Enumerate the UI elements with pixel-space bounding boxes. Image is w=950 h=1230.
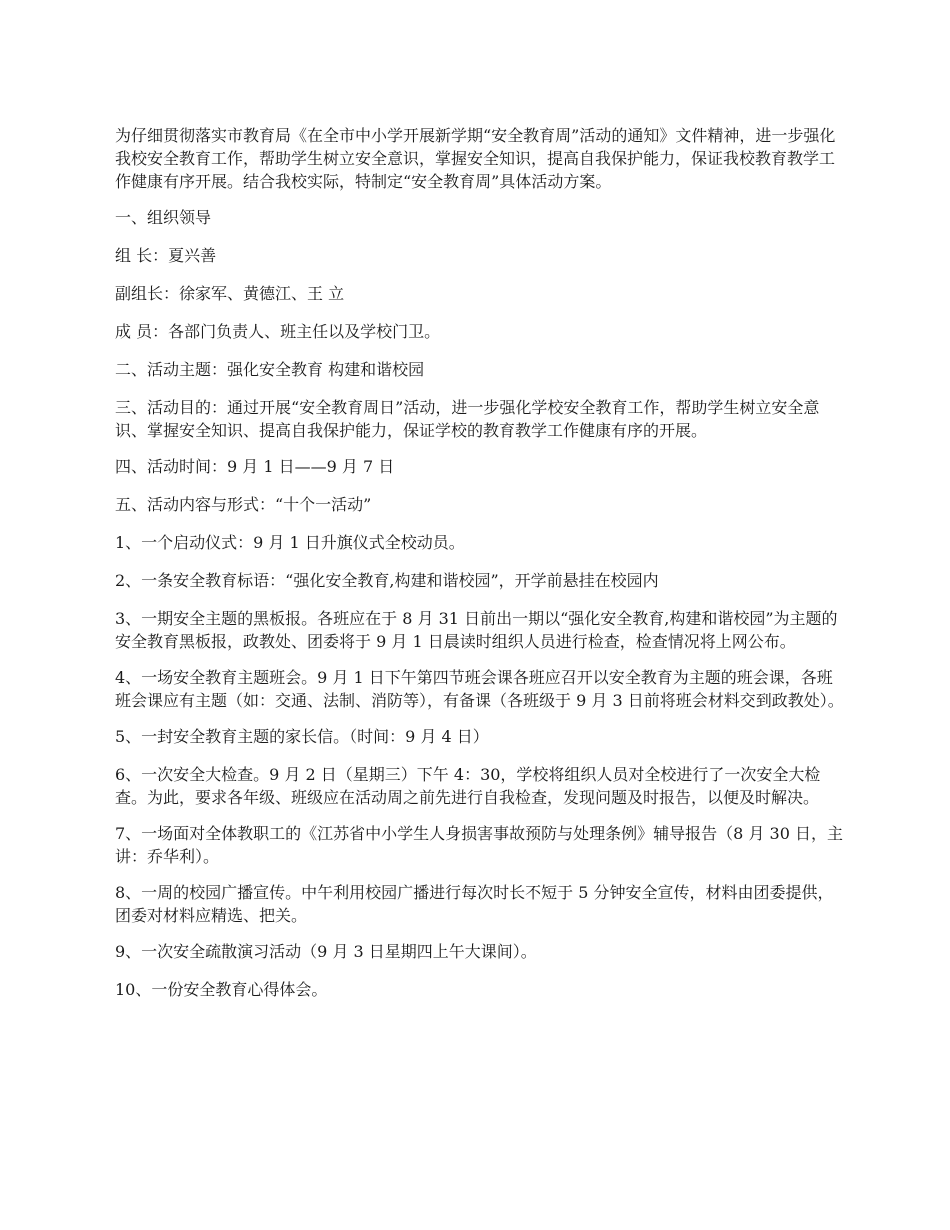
group-leader-line: 组 长：夏兴善 xyxy=(115,246,217,265)
list-item-7: 7、一场面对全体教职工的《江苏省中小学生人身损害事故预防与处理条例》辅导报告（8 月 30 日，主讲：乔华利）。 xyxy=(115,824,843,866)
list-item-8: 8、一周的校园广播宣传。中午利用校园广播进行每次时长不短于 5 分钟安全宣传，材料由团委提供，团委对材料应精选、把关。 xyxy=(115,883,834,925)
section-purpose-paragraph: 三、活动目的：通过开展“安全教育周日”活动，进一步强化学校安全教育工作，帮助学生树立安全意识、掌握安全知识、提高自我保护能力，保证学校的教育教学工作健康有序的开展。 xyxy=(115,398,820,440)
intro-paragraph: 为仔细贯彻落实市教育局《在全市中小学开展新学期“安全教育周”活动的通知》文件精神，进一步强化我校安全教育工作，帮助学生树立安全意识，掌握安全知识，提高自我保护能力，保证我校教育教学工作健康有序开展。结合我校实际，特制定“安全教育周”具体活动方案。 xyxy=(115,126,836,191)
deputy-leader-line: 副组长：徐家军、黄德江、王 立 xyxy=(115,284,345,303)
members-line: 成 员：各部门负责人、班主任以及学校门卫。 xyxy=(115,322,441,341)
list-item-1: 1、一个启动仪式：9 月 1 日升旗仪式全校动员。 xyxy=(115,533,465,552)
list-item-5: 5、一封安全教育主题的家长信。（时间：9 月 4 日） xyxy=(115,727,489,746)
section-heading-theme: 二、活动主题：强化安全教育 构建和谐校园 xyxy=(115,360,425,379)
list-item-4: 4、一场安全教育主题班会。9 月 1 日下午第四节班会课各班应召开以安全教育为主题的班会课，各班班会课应有主题（如：交通、法制、消防等），有备课（各班级于 9 月 3 日前将班会材料交到政教处）。 xyxy=(115,668,844,710)
section-heading-organization: 一、组织领导 xyxy=(115,208,212,227)
document-body xyxy=(115,124,845,1016)
list-item-6: 6、一次安全大检查。9 月 2 日（星期三）下午 4：30，学校将组织人员对全校进行了一次安全大检查。为此，要求各年级、班级应在活动周之前先进行自我检查，发现问题及时报告，以便及时解决。 xyxy=(115,765,821,807)
list-item-10: 10、一份安全教育心得体会。 xyxy=(115,980,328,999)
section-heading-time: 四、活动时间：9 月 1 日——9 月 7 日 xyxy=(115,457,395,476)
list-item-9: 9、一次安全疏散演习活动（9 月 3 日星期四上午大课间）。 xyxy=(115,942,537,961)
list-item-2: 2、一条安全教育标语：“强化安全教育,构建和谐校园”，开学前悬挂在校园内 xyxy=(115,571,659,590)
section-heading-content: 五、活动内容与形式：“十个一活动” xyxy=(115,495,372,514)
list-item-3: 3、一期安全主题的黑板报。各班应在于 8 月 31 日前出一期以“强化安全教育,构建和谐校园”为主题的安全教育黑板报，政教处、团委将于 9 月 1 日晨读时组织人员进行检查，检查情况将上网公布。 xyxy=(115,609,838,651)
